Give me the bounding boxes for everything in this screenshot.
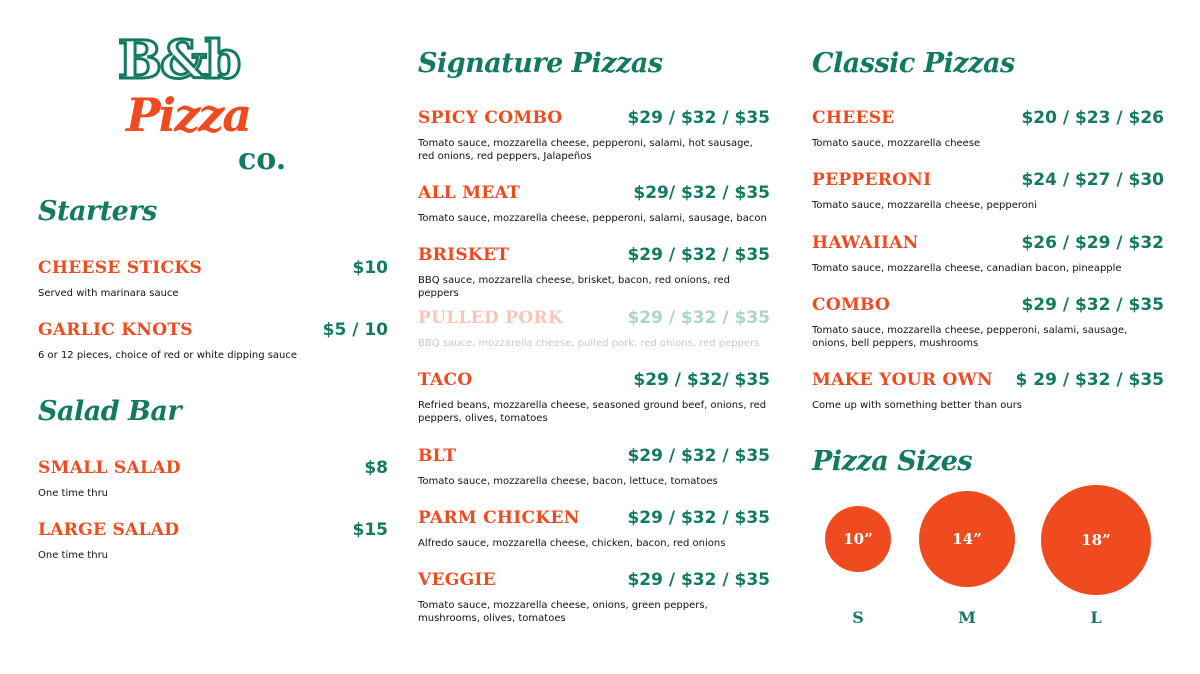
logo-line-2: Pizza (126, 88, 251, 142)
menu-item (812, 295, 1164, 350)
item-description: Tomato sauce, mozzarella cheese, onions, green peppers, mushrooms, olives, tomatoes (418, 600, 708, 624)
item-description: BBQ sauce, mozzarella cheese, brisket, bacon, red onions, red peppers (418, 275, 731, 299)
item-price: $8 (364, 458, 388, 478)
item-price: $5 / 10 (322, 320, 388, 340)
item-description: One time thru (38, 550, 109, 561)
item-price: $29 / $32/ $35 (633, 370, 770, 390)
item-description: Served with marinara sauce (38, 288, 179, 299)
menu-item (418, 370, 770, 425)
menu-item (418, 245, 770, 300)
item-name: MAKE YOUR OWN (812, 370, 993, 390)
item-price: $29/ $32 / $35 (633, 183, 770, 203)
item-name: SPICY COMBO (418, 108, 563, 128)
menu-item (38, 320, 388, 362)
item-name: HAWAIIAN (812, 233, 919, 253)
item-price: $29 / $32 / $35 (627, 108, 770, 128)
item-price: $29 / $32 / $35 (627, 308, 770, 328)
item-name: CHEESE (812, 108, 895, 128)
logo-line-3: co. (238, 142, 287, 177)
menu-item (812, 233, 1164, 275)
item-description: Come up with something better than ours (812, 400, 1023, 411)
item-price: $10 (352, 258, 388, 278)
item-description: Alfredo sauce, mozzarella cheese, chicken, bacon, red onions (418, 538, 726, 549)
brand-logo (118, 30, 318, 180)
salad-bar-title: Salad Bar (38, 396, 182, 427)
size-letter-medium: M (958, 608, 976, 627)
item-name: SMALL SALAD (38, 458, 181, 478)
menu-item (418, 108, 770, 163)
menu-item (418, 446, 770, 488)
item-price: $29 / $32 / $35 (627, 245, 770, 265)
item-name: PARM CHICKEN (418, 508, 580, 528)
item-name: ALL MEAT (418, 183, 521, 203)
item-name: BRISKET (418, 245, 510, 265)
item-name: PULLED PORK (418, 308, 563, 328)
item-name: GARLIC KNOTS (38, 320, 193, 340)
item-name: CHEESE STICKS (38, 258, 203, 278)
item-name: BLT (418, 446, 457, 466)
item-description: BBQ sauce, mozzarella cheese, pulled pork, red onions, red peppers (418, 338, 760, 349)
item-description: Tomato sauce, mozzarella cheese, bacon, lettuce, tomatoes (418, 476, 718, 487)
logo-line-1: B&b (118, 30, 240, 91)
menu-item (418, 508, 770, 550)
menu-item (812, 108, 1164, 150)
signature-pizzas-title: Signature Pizzas (418, 48, 663, 79)
item-name: VEGGIE (418, 570, 496, 590)
item-name: TACO (418, 370, 473, 390)
item-price: $29 / $32 / $35 (627, 570, 770, 590)
menu-item (418, 308, 770, 350)
item-description: Tomato sauce, mozzarella cheese, pepperoni (812, 200, 1038, 211)
menu-item (38, 458, 388, 500)
size-letter-large: L (1090, 608, 1102, 627)
item-description: Tomato sauce, mozzarella cheese, pepperoni, salami, hot sausage, red onions, red peppers, Jalapeños (418, 138, 753, 162)
menu-item (418, 570, 770, 625)
menu-item (38, 520, 388, 562)
size-circle-small: 10” (825, 506, 891, 572)
item-price: $15 (352, 520, 388, 540)
size-circle-medium: 14” (919, 491, 1015, 587)
item-description: Tomato sauce, mozzarella cheese (812, 138, 981, 149)
menu-item (38, 258, 388, 300)
item-description: Tomato sauce, mozzarella cheese, pepperoni, salami, sausage, bacon (418, 213, 767, 224)
size-letter-small: S (852, 608, 864, 627)
item-price: $ 29 / $32 / $35 (1015, 370, 1164, 390)
item-description: Refried beans, mozzarella cheese, seasoned ground beef, onions, red peppers, olives, tomatoes (418, 400, 767, 424)
item-price: $29 / $32 / $35 (1021, 295, 1164, 315)
item-description: One time thru (38, 488, 109, 499)
item-description: 6 or 12 pieces, choice of red or white dipping sauce (38, 350, 298, 361)
menu-item (812, 170, 1164, 212)
menu-item (418, 183, 770, 225)
starters-title: Starters (38, 196, 157, 227)
item-price: $20 / $23 / $26 (1021, 108, 1164, 128)
classic-pizzas-title: Classic Pizzas (812, 48, 1015, 79)
item-price: $29 / $32 / $35 (627, 446, 770, 466)
item-price: $29 / $32 / $35 (627, 508, 770, 528)
item-name: COMBO (812, 295, 891, 315)
item-description: Tomato sauce, mozzarella cheese, canadian bacon, pineapple (812, 263, 1122, 274)
item-description: Tomato sauce, mozzarella cheese, pepperoni, salami, sausage, onions, bell peppers, mushrooms (812, 325, 1128, 349)
item-name: LARGE SALAD (38, 520, 180, 540)
size-circle-large: 18” (1041, 485, 1151, 595)
menu-item (812, 370, 1164, 412)
item-name: PEPPERONI (812, 170, 932, 190)
item-price: $24 / $27 / $30 (1021, 170, 1164, 190)
item-price: $26 / $29 / $32 (1021, 233, 1164, 253)
pizza-sizes-title: Pizza Sizes (812, 446, 973, 477)
